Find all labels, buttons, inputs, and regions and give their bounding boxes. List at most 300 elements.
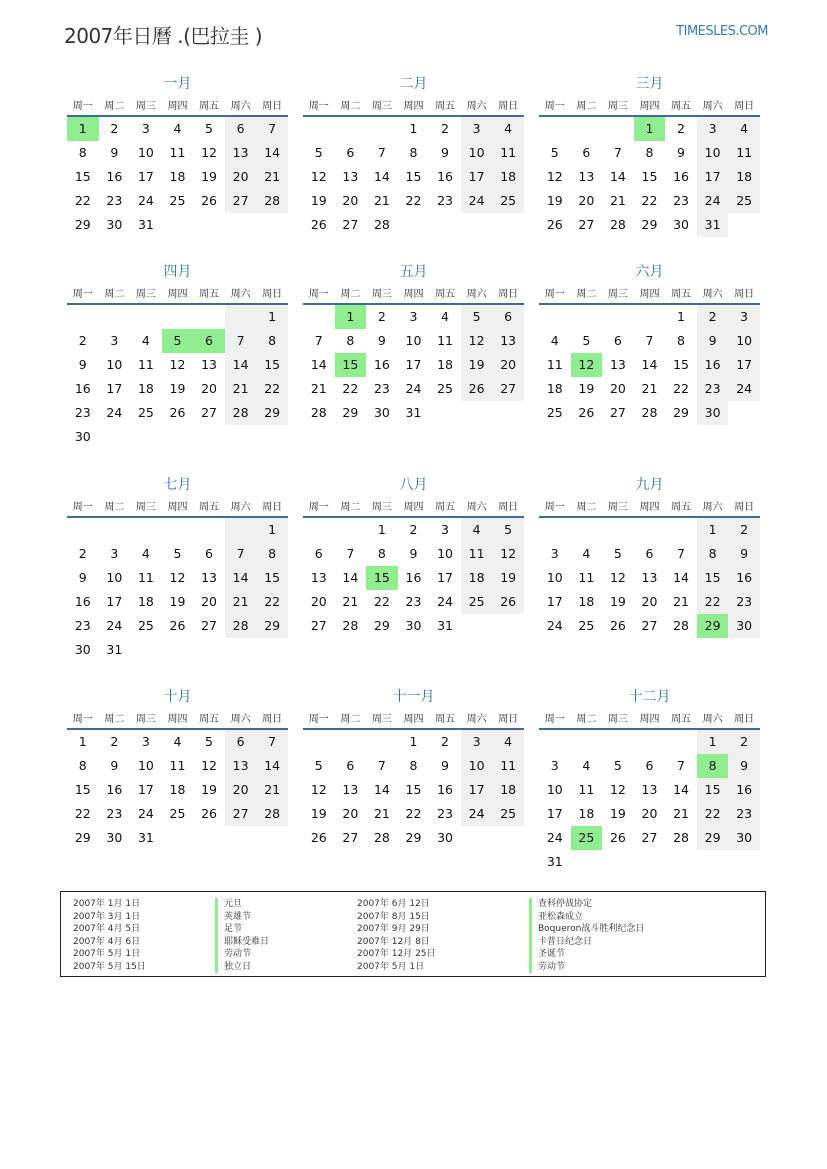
- day-cell: 24: [546, 830, 563, 845]
- day-cell: 13: [342, 782, 359, 797]
- week-row: [539, 542, 760, 566]
- day-cell: 12: [609, 570, 626, 585]
- day-cell: 29: [342, 405, 359, 420]
- empty-cell: [256, 826, 288, 850]
- day-cell: 28: [310, 405, 327, 420]
- day-cell: 2: [441, 121, 449, 136]
- weekday-label: 周六: [466, 714, 487, 725]
- empty-cell: [130, 518, 162, 542]
- week-row: [539, 141, 760, 165]
- weekday-header: [67, 287, 288, 305]
- day-cell: 23: [728, 590, 760, 614]
- week-row: [67, 329, 288, 353]
- day-cell: 23: [74, 405, 91, 420]
- day-cell: 15: [641, 169, 658, 184]
- day-cell: 6: [645, 758, 654, 773]
- week-row: [67, 213, 288, 237]
- day-cell: 26: [310, 830, 327, 845]
- empty-cell: [162, 638, 194, 662]
- day-cell: 26: [169, 405, 186, 420]
- day-cell: 19: [492, 566, 524, 590]
- legend-names-left: [215, 898, 269, 973]
- day-cell: 31: [106, 642, 123, 657]
- day-cell: 25: [492, 189, 524, 213]
- weekday-label: 周一: [72, 101, 93, 112]
- weekday-label: 周三: [135, 289, 156, 300]
- weekday-header: [67, 500, 288, 518]
- week-row: [539, 165, 760, 189]
- day-cell: 6: [193, 329, 225, 353]
- day-cell: 9: [728, 542, 760, 566]
- day-cell: 13: [310, 570, 327, 585]
- week-row: [303, 213, 524, 237]
- day-cell: 2: [377, 309, 386, 324]
- month-name: 一月: [163, 76, 192, 92]
- day-cell: 17: [728, 353, 760, 377]
- day-cell: 12: [201, 145, 217, 160]
- empty-cell: [571, 518, 603, 542]
- weekday-label: 周一: [308, 502, 329, 513]
- day-cell: 22: [256, 590, 288, 614]
- day-cell: 3: [461, 730, 493, 754]
- weekday-label: 周五: [199, 101, 220, 112]
- day-cell: 9: [441, 145, 449, 160]
- month-block: [539, 687, 760, 874]
- page-title: 2007年日曆 .(巴拉圭 ): [64, 24, 263, 48]
- day-cell: 21: [225, 377, 257, 401]
- week-row: [303, 754, 524, 778]
- empty-cell: [398, 213, 430, 237]
- legend-holiday-name: 卡普日纪念日: [529, 936, 644, 949]
- day-cell: 16: [437, 782, 453, 797]
- brand-link[interactable]: TIMESLES.COM: [676, 24, 768, 39]
- weekday-header: [303, 99, 524, 117]
- day-cell: 18: [461, 566, 493, 590]
- day-cell: 25: [137, 618, 154, 633]
- empty-cell: [366, 117, 398, 141]
- month-name: 十一月: [392, 689, 435, 705]
- day-cell: 29: [256, 614, 288, 638]
- day-cell: 12: [546, 169, 563, 184]
- day-cell: 4: [173, 734, 182, 749]
- empty-cell: [461, 213, 493, 237]
- day-cell: 11: [546, 357, 563, 372]
- empty-cell: [256, 638, 288, 662]
- day-cell: 10: [437, 546, 453, 561]
- weekday-header: [539, 500, 760, 518]
- week-row: [539, 802, 760, 826]
- weekday-label: 周六: [466, 289, 487, 300]
- day-cell: 18: [137, 594, 154, 609]
- weekday-label: 周四: [403, 101, 424, 112]
- day-cell: 2: [697, 305, 729, 329]
- day-cell: 10: [461, 141, 493, 165]
- day-cell: 30: [673, 217, 689, 232]
- day-cell: 12: [609, 782, 626, 797]
- day-cell: 28: [373, 830, 390, 845]
- day-cell: 19: [310, 193, 327, 208]
- day-cell: 24: [137, 193, 154, 208]
- day-cell: 19: [201, 169, 217, 184]
- weekday-label: 周日: [498, 502, 519, 513]
- legend-date: 2007年 5月 1日: [73, 949, 141, 959]
- day-cell: 4: [582, 758, 591, 773]
- weekday-header: [67, 712, 288, 730]
- empty-cell: [571, 850, 603, 874]
- empty-cell: [665, 730, 697, 754]
- day-cell: 26: [609, 830, 626, 845]
- day-cell: 2: [110, 121, 119, 136]
- day-cell: 27: [609, 405, 626, 420]
- week-row: [303, 826, 524, 850]
- week-row: [303, 141, 524, 165]
- day-cell: 19: [578, 381, 595, 396]
- legend-date: 2007年 4月 6日: [73, 936, 141, 947]
- day-cell: 8: [677, 333, 685, 348]
- month-block: [539, 74, 760, 237]
- weekday-label: 周日: [262, 101, 283, 112]
- empty-cell: [429, 213, 461, 237]
- day-cell: 3: [409, 309, 418, 324]
- day-cell: 23: [697, 377, 729, 401]
- day-cell: 17: [697, 165, 729, 189]
- day-cell: 22: [673, 381, 689, 396]
- week-row: [303, 401, 524, 425]
- day-cell: 16: [728, 566, 760, 590]
- empty-cell: [634, 518, 666, 542]
- day-cell: 4: [173, 121, 182, 136]
- week-row: [303, 117, 524, 141]
- day-cell: 2: [728, 518, 760, 542]
- weekday-label: 周三: [371, 101, 392, 112]
- weekday-label: 周四: [403, 714, 424, 725]
- weekday-label: 周三: [607, 714, 628, 725]
- day-cell: 1: [78, 734, 87, 749]
- empty-cell: [665, 850, 697, 874]
- day-cell: 17: [106, 594, 123, 609]
- legend-date: 2007年 3月 1日: [73, 911, 141, 922]
- day-cell: 5: [550, 145, 559, 160]
- day-cell: 1: [677, 309, 685, 324]
- month-block: [303, 687, 524, 850]
- day-cell: 23: [106, 806, 123, 821]
- day-cell: 27: [310, 618, 327, 633]
- day-cell: 8: [377, 546, 386, 561]
- empty-cell: [193, 826, 225, 850]
- day-cell: 10: [106, 570, 123, 585]
- weekday-label: 周四: [639, 101, 660, 112]
- week-row: [539, 377, 760, 401]
- day-cell: 16: [74, 594, 91, 609]
- day-cell: 6: [645, 546, 654, 561]
- day-cell: 3: [141, 121, 150, 136]
- day-cell: 16: [74, 381, 91, 396]
- day-cell: 9: [728, 754, 760, 778]
- weekday-label: 周四: [639, 502, 660, 513]
- weekday-label: 周五: [435, 714, 456, 725]
- weekday-header: [539, 287, 760, 305]
- weekday-label: 周二: [340, 289, 361, 300]
- day-cell: 24: [461, 802, 493, 826]
- day-cell: 25: [728, 189, 760, 213]
- week-row: [67, 305, 288, 329]
- day-cell: 12: [310, 169, 327, 184]
- day-cell: 27: [225, 189, 257, 213]
- empty-cell: [602, 305, 634, 329]
- day-cell: 29: [256, 401, 288, 425]
- day-cell: 1: [634, 117, 666, 141]
- day-cell: 29: [405, 830, 422, 845]
- day-cell: 27: [201, 618, 217, 633]
- weekday-label: 周五: [199, 502, 220, 513]
- day-cell: 17: [461, 778, 493, 802]
- weekday-label: 周三: [607, 502, 628, 513]
- weekday-label: 周四: [167, 101, 188, 112]
- legend-names-right: [529, 898, 644, 973]
- empty-cell: [193, 518, 225, 542]
- weekday-label: 周四: [167, 289, 188, 300]
- day-cell: 13: [225, 754, 257, 778]
- legend-holiday-name: 独立日: [215, 961, 269, 974]
- empty-cell: [634, 305, 666, 329]
- day-cell: 6: [492, 305, 524, 329]
- month-block: [303, 475, 524, 638]
- empty-cell: [602, 850, 634, 874]
- day-cell: 21: [256, 165, 288, 189]
- day-cell: 3: [441, 522, 449, 537]
- day-cell: 7: [613, 145, 622, 160]
- day-cell: 11: [492, 141, 524, 165]
- week-row: [303, 518, 524, 542]
- weekday-label: 周二: [104, 289, 125, 300]
- day-cell: 28: [225, 401, 257, 425]
- day-cell: 10: [405, 333, 422, 348]
- day-cell: 30: [74, 642, 91, 657]
- month-name: 二月: [399, 76, 428, 92]
- week-row: [303, 329, 524, 353]
- weekday-label: 周一: [544, 289, 565, 300]
- day-cell: 16: [106, 169, 123, 184]
- week-row: [67, 826, 288, 850]
- weekday-label: 周三: [607, 289, 628, 300]
- empty-cell: [162, 305, 194, 329]
- day-cell: 14: [373, 782, 390, 797]
- week-row: [303, 189, 524, 213]
- weekday-label: 周五: [671, 289, 692, 300]
- day-cell: 27: [641, 618, 658, 633]
- day-cell: 30: [405, 618, 422, 633]
- day-cell: 11: [461, 542, 493, 566]
- week-row: [539, 117, 760, 141]
- day-cell: 13: [225, 141, 257, 165]
- weekday-label: 周一: [308, 289, 329, 300]
- day-cell: 31: [405, 405, 422, 420]
- day-cell: 22: [342, 381, 359, 396]
- month-block: [539, 262, 760, 425]
- day-cell: 10: [546, 782, 563, 797]
- day-cell: 26: [201, 193, 217, 208]
- week-row: [67, 425, 288, 449]
- weekday-label: 周日: [262, 289, 283, 300]
- day-cell: 28: [673, 618, 689, 633]
- weekday-label: 周四: [403, 289, 424, 300]
- weekday-label: 周一: [308, 714, 329, 725]
- weekday-label: 周二: [576, 289, 597, 300]
- legend-date: 2007年 12月 25日: [357, 949, 436, 959]
- weekday-label: 周三: [135, 502, 156, 513]
- legend-date: 2007年 9月 29日: [357, 924, 430, 934]
- weekday-label: 周三: [607, 101, 628, 112]
- day-cell: 14: [225, 566, 257, 590]
- week-row: [303, 730, 524, 754]
- week-row: [539, 850, 760, 874]
- week-row: [67, 165, 288, 189]
- day-cell: 20: [342, 193, 359, 208]
- day-cell: 22: [74, 806, 91, 821]
- day-cell: 25: [169, 193, 186, 208]
- day-cell: 25: [578, 618, 595, 633]
- day-cell: 3: [110, 546, 119, 561]
- weekday-label: 周日: [734, 502, 755, 513]
- day-cell: 10: [137, 758, 154, 773]
- day-cell: 15: [335, 353, 367, 377]
- day-cell: 28: [256, 802, 288, 826]
- week-row: [303, 165, 524, 189]
- day-cell: 19: [609, 594, 626, 609]
- day-cell: 28: [225, 614, 257, 638]
- day-cell: 5: [613, 758, 622, 773]
- day-cell: 14: [609, 169, 626, 184]
- empty-cell: [602, 730, 634, 754]
- day-cell: 23: [437, 193, 453, 208]
- day-cell: 16: [373, 357, 390, 372]
- empty-cell: [728, 401, 760, 425]
- day-cell: 10: [697, 141, 729, 165]
- day-cell: 5: [205, 121, 213, 136]
- day-cell: 21: [310, 381, 327, 396]
- empty-cell: [225, 518, 257, 542]
- day-cell: 25: [437, 381, 453, 396]
- day-cell: 13: [342, 169, 359, 184]
- weekday-label: 周四: [639, 289, 660, 300]
- day-cell: 29: [697, 614, 729, 638]
- weekday-label: 周一: [72, 502, 93, 513]
- week-row: [67, 542, 288, 566]
- day-cell: 18: [728, 165, 760, 189]
- week-row: [539, 778, 760, 802]
- week-row: [303, 542, 524, 566]
- week-row: [539, 826, 760, 850]
- day-cell: 21: [373, 806, 390, 821]
- day-cell: 4: [582, 546, 591, 561]
- day-cell: 19: [461, 353, 493, 377]
- day-cell: 15: [256, 566, 288, 590]
- day-cell: 20: [578, 193, 595, 208]
- day-cell: 30: [106, 217, 123, 232]
- day-cell: 19: [201, 782, 217, 797]
- day-cell: 12: [571, 353, 603, 377]
- weekday-label: 周三: [135, 101, 156, 112]
- day-cell: 9: [377, 333, 386, 348]
- legend-holiday-name: 元旦: [215, 898, 269, 911]
- day-cell: 5: [173, 546, 182, 561]
- weekday-header: [67, 99, 288, 117]
- day-cell: 25: [169, 806, 186, 821]
- weekday-label: 周四: [167, 502, 188, 513]
- day-cell: 22: [641, 193, 658, 208]
- weekday-label: 周四: [167, 714, 188, 725]
- day-cell: 16: [673, 169, 689, 184]
- day-cell: 31: [137, 830, 154, 845]
- day-cell: 7: [314, 333, 323, 348]
- weekday-label: 周一: [308, 101, 329, 112]
- day-cell: 3: [550, 758, 559, 773]
- day-cell: 19: [310, 806, 327, 821]
- day-cell: 11: [578, 782, 595, 797]
- day-cell: 29: [74, 217, 91, 232]
- empty-cell: [665, 518, 697, 542]
- day-cell: 22: [697, 590, 729, 614]
- day-cell: 20: [201, 594, 217, 609]
- day-cell: 27: [641, 830, 658, 845]
- day-cell: 20: [641, 806, 658, 821]
- day-cell: 27: [492, 377, 524, 401]
- day-cell: 3: [141, 734, 150, 749]
- weekday-header: [539, 712, 760, 730]
- empty-cell: [67, 518, 99, 542]
- day-cell: 14: [641, 357, 658, 372]
- day-cell: 3: [110, 333, 119, 348]
- week-row: [303, 778, 524, 802]
- month-block: [67, 475, 288, 662]
- day-cell: 24: [697, 189, 729, 213]
- empty-cell: [193, 213, 225, 237]
- weekday-label: 周五: [199, 289, 220, 300]
- day-cell: 4: [141, 333, 150, 348]
- day-cell: 12: [492, 542, 524, 566]
- day-cell: 5: [582, 333, 591, 348]
- week-row: [539, 353, 760, 377]
- empty-cell: [539, 117, 571, 141]
- day-cell: 17: [137, 169, 154, 184]
- day-cell: 21: [609, 193, 626, 208]
- weekday-label: 周日: [262, 714, 283, 725]
- day-cell: 2: [728, 730, 760, 754]
- week-row: [539, 614, 760, 638]
- day-cell: 2: [409, 522, 418, 537]
- weekday-label: 周五: [435, 502, 456, 513]
- legend-holiday-name: 足节: [215, 923, 269, 936]
- day-cell: 25: [571, 826, 603, 850]
- day-cell: 24: [461, 189, 493, 213]
- day-cell: 8: [645, 145, 654, 160]
- week-row: [539, 518, 760, 542]
- day-cell: 17: [137, 782, 154, 797]
- day-cell: 31: [697, 213, 729, 237]
- weekday-label: 周一: [72, 714, 93, 725]
- week-row: [303, 614, 524, 638]
- day-cell: 13: [641, 782, 658, 797]
- day-cell: 28: [609, 217, 626, 232]
- day-cell: 24: [405, 381, 422, 396]
- day-cell: 20: [342, 806, 359, 821]
- day-cell: 5: [492, 518, 524, 542]
- day-cell: 8: [409, 758, 418, 773]
- weekday-label: 周六: [702, 502, 723, 513]
- day-cell: 16: [437, 169, 453, 184]
- week-row: [67, 189, 288, 213]
- legend-holiday-name: 查科停战协定: [529, 898, 644, 911]
